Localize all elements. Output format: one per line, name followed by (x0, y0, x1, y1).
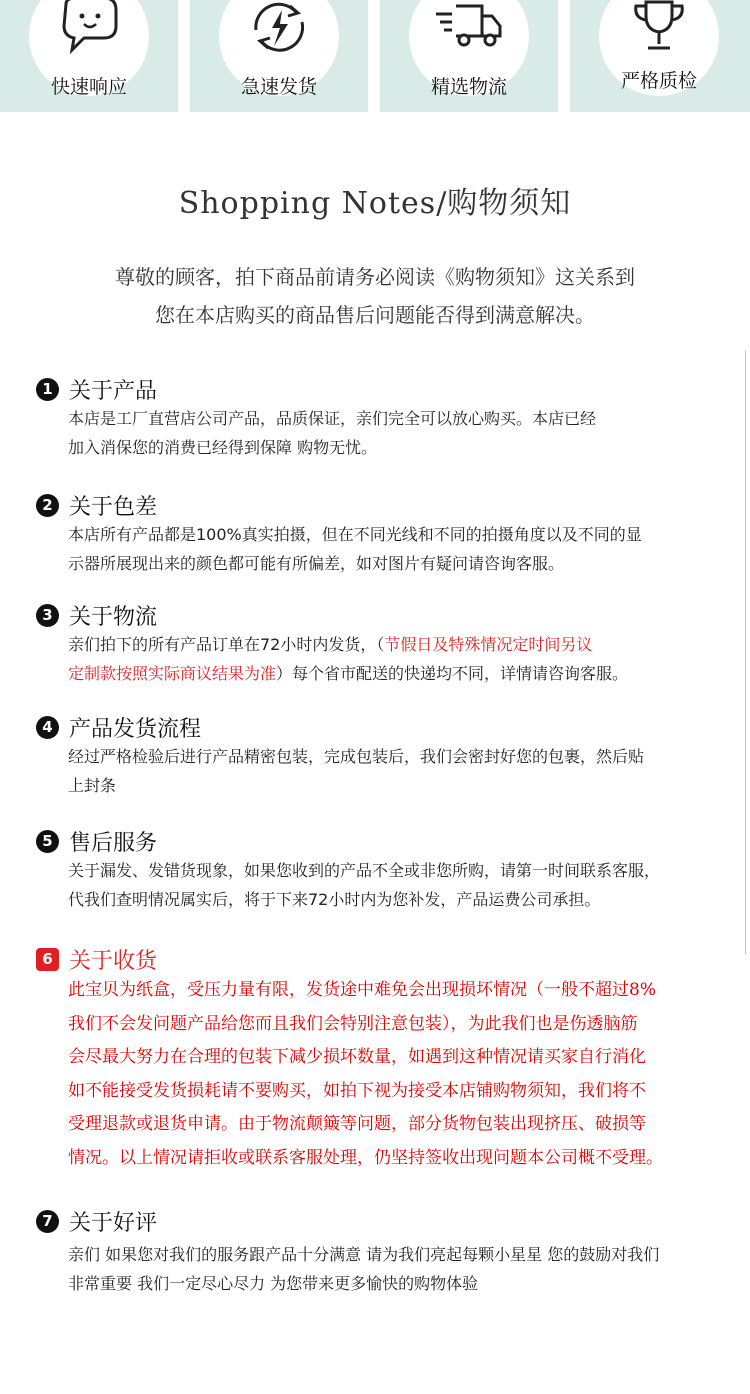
section-title: 关于色差 (69, 494, 158, 520)
body-line: 本店所有产品都是100%真实拍摄，但在不同光线和不同的拍摄角度以及不同的显 (68, 525, 642, 544)
section-color-difference (36, 490, 736, 578)
body-line: 会尽最大努力在合理的包装下减少损坏数量，如遇到这种情况请买家自行消化 (68, 1047, 646, 1067)
tile-label: 快速响应 (50, 76, 127, 98)
section-body (68, 974, 743, 1175)
section-title: 关于产品 (69, 378, 158, 404)
section-body (68, 742, 736, 800)
body-line: 如不能接受发货损耗请不要购买，如拍下视为接受本店铺购物须知，我们将不 (68, 1080, 646, 1101)
section-title: 关于物流 (69, 604, 158, 630)
section-number-badge: 6 (36, 948, 59, 971)
intro-line: 尊敬的顾客，拍下商品前请务必阅读《购物须知》这关系到 (115, 265, 635, 289)
body-text-red: 节假日及特殊情况定时间另议 (384, 635, 593, 654)
section-number-badge: 7 (36, 1210, 59, 1233)
service-tile-selected-logistics (380, 0, 558, 112)
body-text-black: 亲们拍下的所有产品订单在72小时内发货，（ (68, 635, 385, 654)
service-tile-quality-inspection (570, 0, 750, 112)
body-line: 加入消保您的消费已经得到保障 购物无忧。 (68, 438, 378, 457)
page-title: Shopping Notes/购物须知 (178, 186, 572, 221)
body-line: 本店是工厂直营店公司产品，品质保证，亲们完全可以放心购买。本店已经 (68, 409, 597, 428)
delivery-truck-icon (434, 0, 504, 58)
body-line: 亲们 如果您对我们的服务跟产品十分满意 请为我们亮起每颗小星星 您的鼓励对我们 (68, 1245, 660, 1264)
tile-label: 精选物流 (430, 76, 507, 98)
body-text-black: ）每个省市配送的快递均不同，详情请咨询客服。 (276, 664, 629, 683)
section-number-badge: 2 (36, 494, 59, 517)
body-line: 示器所展现出来的颜色都可能有所偏差，如对图片有疑问请咨询客服。 (68, 554, 565, 573)
body-line: 代我们查明情况属实后，将于下来72小时内为您补发，产品运费公司承担。 (68, 890, 601, 909)
body-line: 上封条 (68, 776, 117, 795)
tile-label: 急速发货 (240, 76, 317, 98)
body-line: 情况。以上情况请拒收或联系客服处理，仍坚持签收出现问题本公司概不受理。 (68, 1147, 663, 1168)
service-tile-express-shipping (190, 0, 368, 112)
section-title: 关于好评 (69, 1210, 158, 1236)
lightning-refresh-icon (244, 0, 314, 58)
section-title: 产品发货流程 (69, 716, 202, 742)
trophy-icon (624, 0, 694, 58)
body-line (68, 630, 736, 659)
section-title: 关于收货 (69, 948, 158, 974)
section-shipping-process (36, 712, 736, 800)
section-body (68, 630, 736, 688)
section-body (68, 404, 736, 462)
speech-bubble-icon (54, 0, 124, 58)
body-line: 经过严格检验后进行产品精密包装，完成包装后，我们会密封好您的包裹，然后贴 (68, 747, 645, 766)
divider-line (745, 350, 746, 955)
section-about-product (36, 374, 736, 462)
service-tile-fast-response (0, 0, 178, 112)
body-line (68, 659, 736, 688)
body-text-red: 定制款按照实际商议结果为准 (68, 664, 277, 683)
body-line: 我们不会发问题产品给您而且我们会特别注意包装），为此我们也是伤透脑筋 (68, 1013, 638, 1034)
section-good-review (36, 1206, 736, 1298)
section-body (68, 520, 736, 578)
section-logistics (36, 600, 736, 688)
section-number-badge: 3 (36, 604, 59, 627)
section-body (68, 856, 736, 914)
body-line: 此宝贝为纸盒，受压力量有限，发货途中难免会出现损坏情况（一般不超过8% (68, 980, 656, 1000)
intro-line: 您在本店购买的商品售后问题能否得到满意解决。 (155, 303, 595, 327)
section-number-badge: 5 (36, 830, 59, 853)
section-number-badge: 4 (36, 716, 59, 739)
tile-label: 严格质检 (620, 70, 697, 92)
section-body (68, 1240, 736, 1298)
section-number-badge: 1 (36, 378, 59, 401)
intro-text (0, 258, 750, 334)
body-line: 受理退款或退货申请。由于物流颠簸等问题，部分货物包装出现挤压、破损等 (68, 1114, 646, 1134)
section-title: 售后服务 (69, 830, 158, 856)
body-line: 非常重要 我们一定尽心尽力 为您带来更多愉快的购物体验 (68, 1274, 479, 1293)
section-after-sales (36, 826, 736, 914)
service-banner (0, 0, 750, 112)
body-line: 关于漏发、发错货现象，如果您收到的产品不全或非您所购，请第一时间联系客服， (68, 861, 661, 880)
section-receiving-goods (36, 944, 736, 1175)
